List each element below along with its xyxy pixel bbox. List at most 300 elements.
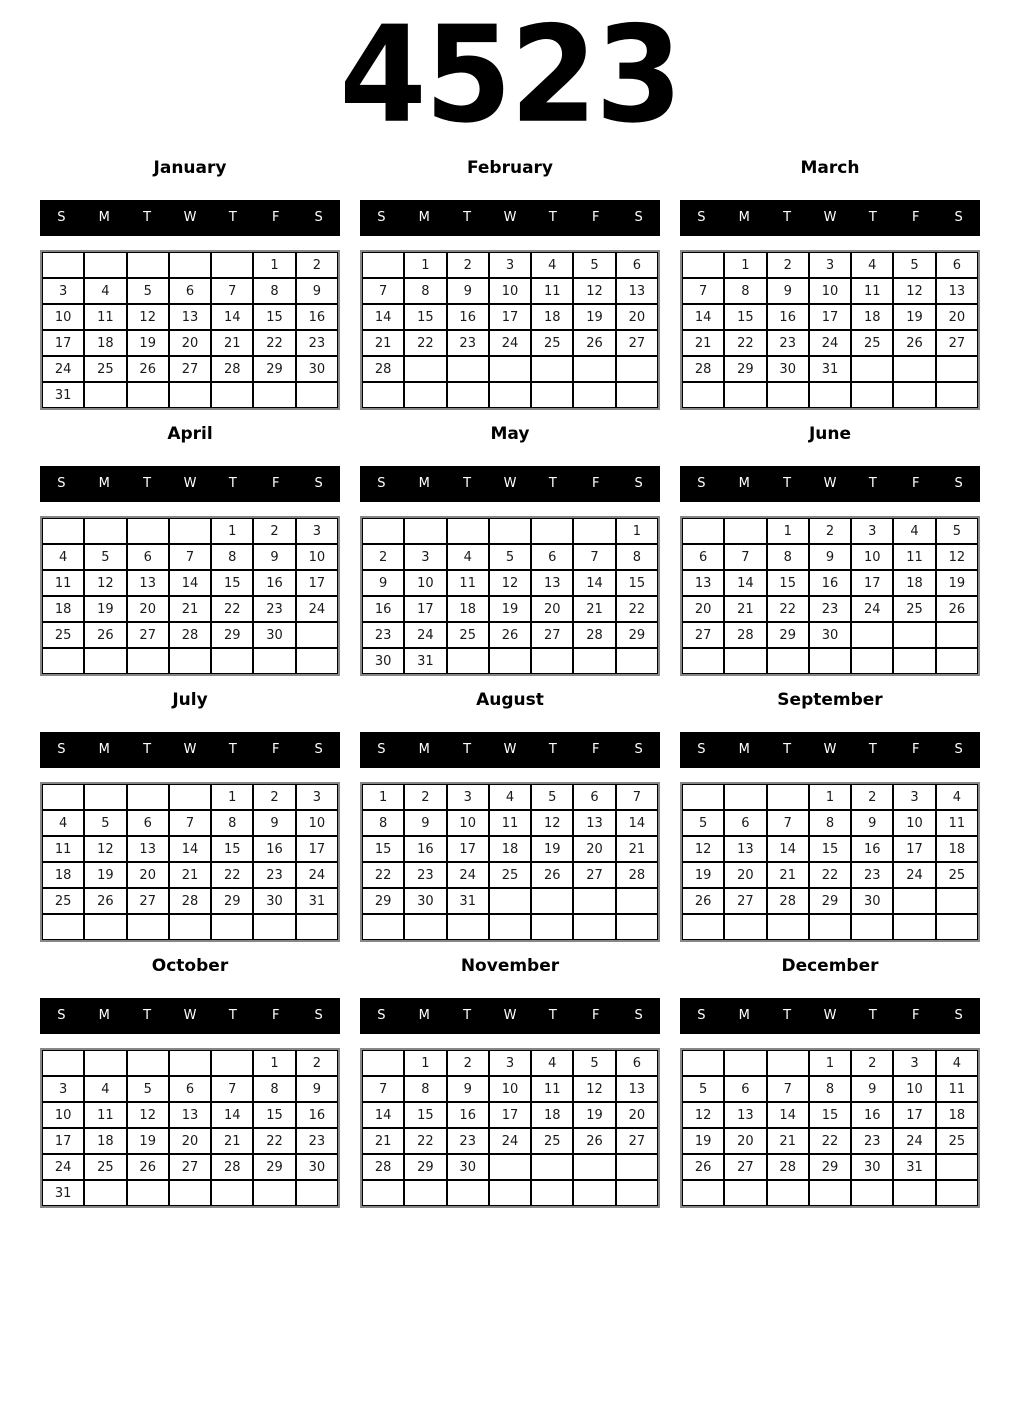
empty-day-cell (489, 1154, 531, 1180)
day-cell: 12 (893, 278, 935, 304)
weekday-label: S (377, 210, 386, 225)
weekday-label: M (98, 742, 110, 757)
day-cell: 28 (362, 356, 404, 382)
day-cell: 8 (809, 810, 851, 836)
empty-day-cell (362, 518, 404, 544)
day-cell: 21 (724, 596, 766, 622)
day-cell: 27 (573, 862, 615, 888)
day-cell: 25 (489, 862, 531, 888)
week-row (42, 648, 338, 674)
day-cell: 20 (127, 596, 169, 622)
weekday-label: F (911, 1008, 920, 1023)
day-cell: 18 (84, 330, 126, 356)
empty-day-cell (809, 1180, 851, 1206)
week-row (42, 836, 338, 862)
week-row (362, 1154, 658, 1180)
day-cell: 13 (616, 278, 658, 304)
empty-day-cell (127, 784, 169, 810)
week-row (682, 570, 978, 596)
empty-day-cell (936, 382, 978, 408)
day-cell: 25 (42, 888, 84, 914)
weekday-label: W (183, 742, 197, 757)
day-cell: 10 (809, 278, 851, 304)
weekday-label: T (463, 210, 472, 225)
month-block (680, 158, 980, 410)
weekday-label: T (548, 210, 557, 225)
day-cell: 28 (362, 1154, 404, 1180)
day-cell: 13 (936, 278, 978, 304)
day-cell: 30 (851, 888, 893, 914)
day-cell: 29 (616, 622, 658, 648)
week-row (682, 810, 978, 836)
day-cell: 24 (489, 1128, 531, 1154)
week-row (682, 356, 978, 382)
empty-day-cell (84, 784, 126, 810)
day-cell: 3 (42, 278, 84, 304)
day-cell: 28 (169, 888, 211, 914)
weekday-label: T (548, 1008, 557, 1023)
day-cell: 10 (851, 544, 893, 570)
day-cell: 15 (253, 304, 295, 330)
empty-day-cell (42, 648, 84, 674)
day-cell: 20 (724, 862, 766, 888)
day-cell: 20 (127, 862, 169, 888)
month-title: July (172, 690, 208, 710)
day-cell: 21 (767, 862, 809, 888)
weekday-label: F (591, 742, 600, 757)
day-cell: 29 (809, 1154, 851, 1180)
day-cell: 1 (253, 1050, 295, 1076)
day-cell: 29 (724, 356, 766, 382)
day-cell: 21 (362, 330, 404, 356)
day-cell: 3 (296, 518, 338, 544)
day-cell: 8 (211, 544, 253, 570)
day-cell: 16 (851, 836, 893, 862)
weekday-label: S (314, 210, 323, 225)
week-row (42, 356, 338, 382)
weekday-label: W (823, 1008, 837, 1023)
weekday-label: T (463, 742, 472, 757)
empty-day-cell (573, 518, 615, 544)
day-cell: 24 (447, 862, 489, 888)
day-cell: 18 (936, 1102, 978, 1128)
date-grid (360, 782, 660, 942)
week-row (42, 1102, 338, 1128)
day-cell: 22 (404, 1128, 446, 1154)
week-row (42, 914, 338, 940)
day-cell: 5 (936, 518, 978, 544)
day-cell: 19 (936, 570, 978, 596)
day-cell: 25 (936, 862, 978, 888)
empty-day-cell (724, 1180, 766, 1206)
date-grid-body (682, 518, 978, 674)
week-row (682, 1076, 978, 1102)
week-row (682, 382, 978, 408)
empty-day-cell (211, 252, 253, 278)
day-cell: 9 (296, 278, 338, 304)
day-cell: 11 (42, 836, 84, 862)
weekday-header-bar (40, 732, 340, 768)
day-cell: 21 (767, 1128, 809, 1154)
day-cell: 18 (447, 596, 489, 622)
day-cell: 2 (851, 1050, 893, 1076)
weekday-label: M (418, 210, 430, 225)
day-cell: 13 (724, 1102, 766, 1128)
day-cell: 16 (404, 836, 446, 862)
day-cell: 16 (296, 1102, 338, 1128)
week-row (682, 278, 978, 304)
empty-day-cell (724, 648, 766, 674)
weekday-label: F (271, 476, 280, 491)
day-cell: 25 (851, 330, 893, 356)
day-cell: 6 (936, 252, 978, 278)
weekday-label: T (143, 476, 152, 491)
week-row (42, 810, 338, 836)
empty-day-cell (127, 252, 169, 278)
day-cell: 26 (682, 1154, 724, 1180)
month-block (360, 690, 660, 942)
empty-day-cell (531, 518, 573, 544)
weekday-label: M (98, 476, 110, 491)
day-cell: 22 (809, 1128, 851, 1154)
date-grid (40, 516, 340, 676)
empty-day-cell (211, 1050, 253, 1076)
empty-day-cell (573, 1154, 615, 1180)
day-cell: 4 (42, 544, 84, 570)
day-cell: 10 (404, 570, 446, 596)
day-cell: 22 (253, 330, 295, 356)
empty-day-cell (362, 252, 404, 278)
date-grid-body (42, 518, 338, 674)
weekday-label: W (503, 476, 517, 491)
week-row (42, 862, 338, 888)
empty-day-cell (211, 648, 253, 674)
day-cell: 10 (296, 810, 338, 836)
empty-day-cell (724, 1050, 766, 1076)
day-cell: 26 (489, 622, 531, 648)
empty-day-cell (809, 648, 851, 674)
empty-day-cell (573, 914, 615, 940)
day-cell: 13 (682, 570, 724, 596)
weekday-label: T (143, 1008, 152, 1023)
day-cell: 15 (253, 1102, 295, 1128)
day-cell: 27 (724, 1154, 766, 1180)
empty-day-cell (724, 382, 766, 408)
empty-day-cell (127, 1180, 169, 1206)
weekday-label: W (823, 476, 837, 491)
week-row (682, 1102, 978, 1128)
week-row (42, 596, 338, 622)
empty-day-cell (253, 648, 295, 674)
day-cell: 17 (489, 1102, 531, 1128)
day-cell: 27 (616, 330, 658, 356)
empty-day-cell (893, 648, 935, 674)
day-cell: 5 (893, 252, 935, 278)
day-cell: 30 (767, 356, 809, 382)
day-cell: 14 (362, 1102, 404, 1128)
day-cell: 14 (211, 304, 253, 330)
day-cell: 20 (573, 836, 615, 862)
week-row (362, 1102, 658, 1128)
month-title: September (777, 690, 883, 710)
date-grid-body (362, 1050, 658, 1206)
day-cell: 24 (296, 862, 338, 888)
day-cell: 1 (616, 518, 658, 544)
date-grid-body (682, 1050, 978, 1206)
day-cell: 2 (447, 1050, 489, 1076)
day-cell: 12 (127, 304, 169, 330)
weekday-label: S (954, 210, 963, 225)
empty-day-cell (404, 356, 446, 382)
empty-day-cell (767, 648, 809, 674)
weekday-label: M (738, 1008, 750, 1023)
day-cell: 30 (404, 888, 446, 914)
weekday-header-bar (40, 466, 340, 502)
day-cell: 25 (84, 1154, 126, 1180)
day-cell: 7 (767, 810, 809, 836)
day-cell: 8 (404, 1076, 446, 1102)
day-cell: 25 (531, 330, 573, 356)
date-grid-body (362, 518, 658, 674)
day-cell: 18 (42, 862, 84, 888)
weekday-label: S (57, 476, 66, 491)
empty-day-cell (851, 648, 893, 674)
day-cell: 17 (893, 1102, 935, 1128)
day-cell: 2 (851, 784, 893, 810)
month-block (360, 424, 660, 676)
day-cell: 12 (573, 278, 615, 304)
day-cell: 31 (893, 1154, 935, 1180)
empty-day-cell (767, 382, 809, 408)
day-cell: 26 (127, 1154, 169, 1180)
day-cell: 21 (616, 836, 658, 862)
day-cell: 23 (296, 330, 338, 356)
day-cell: 20 (531, 596, 573, 622)
day-cell: 11 (936, 810, 978, 836)
day-cell: 9 (404, 810, 446, 836)
day-cell: 29 (211, 888, 253, 914)
week-row (362, 382, 658, 408)
week-row (42, 278, 338, 304)
empty-day-cell (42, 784, 84, 810)
day-cell: 27 (127, 622, 169, 648)
day-cell: 6 (127, 810, 169, 836)
day-cell: 1 (404, 1050, 446, 1076)
empty-day-cell (531, 914, 573, 940)
day-cell: 14 (616, 810, 658, 836)
week-row (42, 784, 338, 810)
month-title: January (153, 158, 227, 178)
date-grid-body (682, 252, 978, 408)
day-cell: 17 (809, 304, 851, 330)
day-cell: 14 (767, 836, 809, 862)
empty-day-cell (893, 888, 935, 914)
day-cell: 19 (84, 862, 126, 888)
empty-day-cell (84, 1180, 126, 1206)
month-block (40, 956, 340, 1208)
day-cell: 17 (296, 570, 338, 596)
day-cell: 12 (936, 544, 978, 570)
empty-day-cell (362, 1180, 404, 1206)
day-cell: 1 (211, 784, 253, 810)
empty-day-cell (253, 914, 295, 940)
weekday-label: S (697, 210, 706, 225)
day-cell: 5 (682, 1076, 724, 1102)
day-cell: 26 (573, 1128, 615, 1154)
day-cell: 31 (447, 888, 489, 914)
month-block (680, 690, 980, 942)
date-grid (40, 1048, 340, 1208)
week-row (362, 304, 658, 330)
month-title: December (781, 956, 879, 976)
weekday-label: T (548, 742, 557, 757)
week-row (362, 570, 658, 596)
day-cell: 31 (296, 888, 338, 914)
day-cell: 2 (404, 784, 446, 810)
day-cell: 29 (767, 622, 809, 648)
day-cell: 17 (404, 596, 446, 622)
day-cell: 26 (936, 596, 978, 622)
day-cell: 8 (404, 278, 446, 304)
weekday-label: M (98, 210, 110, 225)
date-grid (360, 250, 660, 410)
day-cell: 17 (893, 836, 935, 862)
day-cell: 25 (84, 356, 126, 382)
day-cell: 23 (253, 596, 295, 622)
empty-day-cell (127, 914, 169, 940)
weekday-label: W (823, 742, 837, 757)
months-grid (0, 158, 1020, 1208)
day-cell: 19 (127, 1128, 169, 1154)
day-cell: 5 (84, 544, 126, 570)
empty-day-cell (851, 1180, 893, 1206)
day-cell: 2 (253, 518, 295, 544)
weekday-label: T (783, 742, 792, 757)
day-cell: 20 (169, 330, 211, 356)
month-block (40, 424, 340, 676)
day-cell: 29 (809, 888, 851, 914)
weekday-label: S (377, 1008, 386, 1023)
day-cell: 9 (253, 544, 295, 570)
week-row (42, 330, 338, 356)
empty-day-cell (893, 914, 935, 940)
empty-day-cell (682, 1050, 724, 1076)
day-cell: 19 (893, 304, 935, 330)
day-cell: 19 (573, 304, 615, 330)
day-cell: 2 (767, 252, 809, 278)
day-cell: 30 (362, 648, 404, 674)
day-cell: 5 (531, 784, 573, 810)
month-title: April (167, 424, 213, 444)
day-cell: 25 (447, 622, 489, 648)
empty-day-cell (809, 382, 851, 408)
empty-day-cell (682, 648, 724, 674)
day-cell: 25 (42, 622, 84, 648)
day-cell: 28 (767, 1154, 809, 1180)
day-cell: 23 (851, 862, 893, 888)
empty-day-cell (296, 648, 338, 674)
weekday-label: S (57, 210, 66, 225)
weekday-label: W (823, 210, 837, 225)
day-cell: 23 (447, 1128, 489, 1154)
year-title: 4523 (339, 0, 681, 153)
day-cell: 21 (169, 596, 211, 622)
day-cell: 3 (893, 1050, 935, 1076)
day-cell: 17 (447, 836, 489, 862)
day-cell: 26 (682, 888, 724, 914)
day-cell: 11 (531, 278, 573, 304)
day-cell: 27 (531, 622, 573, 648)
week-row (362, 1128, 658, 1154)
day-cell: 6 (724, 810, 766, 836)
week-row (682, 544, 978, 570)
day-cell: 6 (682, 544, 724, 570)
weekday-label: T (228, 1008, 237, 1023)
empty-day-cell (936, 356, 978, 382)
week-row (362, 1050, 658, 1076)
day-cell: 4 (42, 810, 84, 836)
day-cell: 10 (42, 1102, 84, 1128)
empty-day-cell (84, 252, 126, 278)
day-cell: 5 (84, 810, 126, 836)
day-cell: 12 (573, 1076, 615, 1102)
day-cell: 27 (616, 1128, 658, 1154)
empty-day-cell (936, 888, 978, 914)
day-cell: 8 (211, 810, 253, 836)
day-cell: 24 (893, 1128, 935, 1154)
weekday-label: T (143, 210, 152, 225)
day-cell: 4 (84, 278, 126, 304)
empty-day-cell (362, 1050, 404, 1076)
empty-day-cell (169, 518, 211, 544)
day-cell: 29 (253, 1154, 295, 1180)
day-cell: 8 (724, 278, 766, 304)
day-cell: 20 (616, 304, 658, 330)
weekday-label: S (377, 742, 386, 757)
empty-day-cell (127, 1050, 169, 1076)
weekday-label: T (868, 210, 877, 225)
empty-day-cell (767, 914, 809, 940)
week-row (42, 1180, 338, 1206)
empty-day-cell (682, 518, 724, 544)
day-cell: 13 (169, 1102, 211, 1128)
weekday-label: M (738, 476, 750, 491)
day-cell: 4 (851, 252, 893, 278)
empty-day-cell (936, 648, 978, 674)
week-row (42, 888, 338, 914)
week-row (682, 518, 978, 544)
day-cell: 2 (253, 784, 295, 810)
weekday-label: F (591, 210, 600, 225)
day-cell: 22 (211, 862, 253, 888)
week-row (42, 518, 338, 544)
day-cell: 19 (682, 862, 724, 888)
month-title: October (151, 956, 229, 976)
empty-day-cell (531, 1180, 573, 1206)
weekday-label: W (183, 1008, 197, 1023)
week-row (42, 304, 338, 330)
week-row (362, 862, 658, 888)
empty-day-cell (296, 622, 338, 648)
weekday-label: T (783, 476, 792, 491)
date-grid-body (42, 784, 338, 940)
date-grid (680, 516, 980, 676)
day-cell: 21 (169, 862, 211, 888)
day-cell: 2 (809, 518, 851, 544)
day-cell: 3 (42, 1076, 84, 1102)
weekday-label: W (183, 476, 197, 491)
empty-day-cell (893, 1180, 935, 1206)
